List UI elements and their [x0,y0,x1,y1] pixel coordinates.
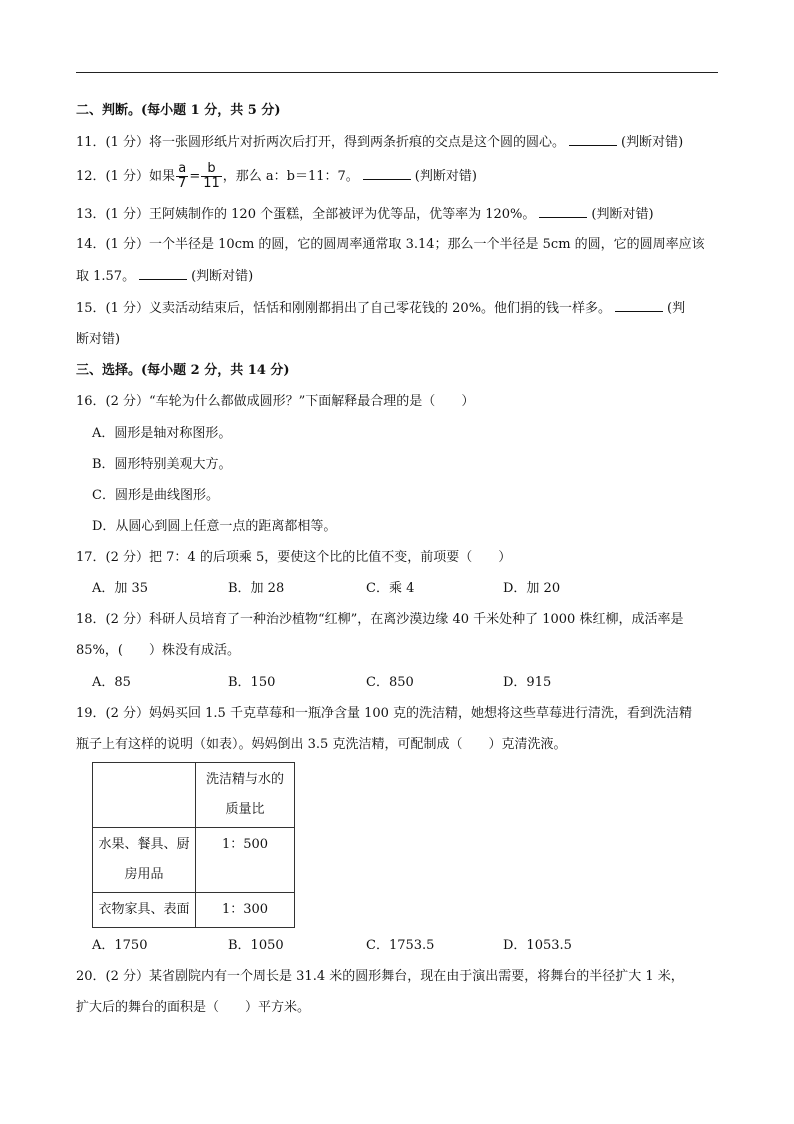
question-19-line2-pre: 瓶子上有这样的说明（如表）。妈妈倒出 3.5 克洗洁精，可配制成（ [76,737,463,752]
table-label-line1: 水果、餐具、厨 [98,837,190,852]
question-13-tail: (判断对错) [591,207,654,222]
detergent-ratio-table [92,762,295,928]
question-11 [76,132,720,153]
option-19-c[interactable]: C．1753.5 [366,938,435,953]
option-18-b[interactable]: B．150 [228,675,276,690]
option-17-d[interactable]: D．加 20 [503,581,561,596]
table-cell-value: 1：500 [196,828,295,893]
option-16-d[interactable]: D．从圆心到圆上任意一点的距离都相等。 [92,519,337,534]
question-19-line2-post: ）克清洗液。 [488,737,567,752]
answer-blank-13[interactable] [539,204,587,218]
question-12 [76,162,720,191]
fraction-a-over-7: $\frac{a}{7}$ [178,161,187,191]
question-20-line2-pre: 扩大后的舞台的面积是（ [76,1000,220,1015]
table-header-line1: 洗洁精与水的 [205,772,284,787]
table-cell-value: 1：300 [196,893,295,928]
question-12-pre: 12．(1 分）如果 [76,169,176,184]
option-17-c[interactable]: C．乘 4 [366,581,415,596]
table-cell-label [93,828,196,893]
question-18-line2-post: ）株没有成活。 [148,643,240,658]
option-17-a[interactable]: A．加 35 [92,581,149,596]
question-20-line2-post: ）平方米。 [245,1000,311,1015]
section-heading-choice: 三、选择。(每小题 2 分，共 14 分) [76,363,290,378]
question-16-close: ） [461,394,475,409]
option-16-a[interactable]: A．圆形是轴对称图形。 [92,426,232,441]
question-16 [76,392,720,412]
question-15-line1-tail: (判 [667,301,686,316]
question-13 [76,204,720,225]
question-20-line2 [76,998,720,1018]
table-header-line2: 质量比 [225,802,265,817]
question-14-line1: 14．(1 分）一个半径是 10cm 的圆，它的圆周率通常取 3.14；那么一个半径是 5cm 的圆，它的圆周率应该 [76,237,705,252]
answer-blank-14[interactable] [139,266,187,280]
question-15-line1-text: 15．(1 分）义卖活动结束后，恬恬和刚刚都捐出了自己零花钱的 20%。他们捐的钱一样多。 [76,301,612,316]
question-17-text: 17．(2 分）把 7：4 的后项乘 5，要使这个比的比值不变，前项要（ [76,550,473,565]
question-19-line1: 19．(2 分）妈妈买回 1.5 千克草莓和一瓶净含量 100 克的洗洁精，她想将这些草莓进行清洗，看到洗洁精 [76,706,693,721]
option-19-b[interactable]: B．1050 [228,938,284,953]
question-17-close: ） [498,550,512,565]
option-18-a[interactable]: A．85 [92,675,131,690]
fraction-b-over-11: $\frac{b}{11}$ [203,161,220,191]
question-15-line2: 断对错) [76,332,121,347]
question-15-line1 [76,298,720,319]
option-18-d[interactable]: D．915 [503,675,552,690]
question-18-line2-pre: 85%，( [76,643,123,658]
question-17 [76,548,720,568]
table-row [93,828,295,893]
option-16-c[interactable]: C．圆形是曲线图形。 [92,488,219,503]
question-16-text: 16．(2 分）“车轮为什么都做成圆形？”下面解释最合理的是（ [76,394,436,409]
question-14-line2 [76,266,720,287]
question-14-line2-text: 取 1.57。 [76,269,136,284]
table-cell-label: 衣物家具、表面 [93,893,196,928]
section-heading-judgement: 二、判断。(每小题 1 分，共 5 分) [76,103,281,118]
option-19-a[interactable]: A．1750 [92,938,148,953]
option-16-b[interactable]: B．圆形特别美观大方。 [92,457,232,472]
question-19-line2 [76,735,720,755]
option-19-d[interactable]: D．1053.5 [503,938,572,953]
answer-blank-15[interactable] [615,298,663,312]
answer-blank-11[interactable] [569,132,617,146]
table-row [93,893,295,928]
question-20-line1: 20．(2 分）某省剧院内有一个周长是 31.4 米的圆形舞台，现在由于演出需要，将舞台的半径扩大 1 米， [76,969,684,984]
option-18-c[interactable]: C．850 [366,675,414,690]
question-12-post: ，那么 a：b＝11：7。 [222,169,359,184]
question-18-line1: 18．(2 分）科研人员培育了一种治沙植物“红柳”，在离沙漠边缘 40 千米处种了 1000 株红柳，成活率是 [76,612,684,627]
question-11-tail: (判断对错) [621,135,684,150]
answer-blank-12[interactable] [363,166,411,180]
table-label-line2: 房用品 [124,867,164,882]
question-11-text: 11．(1 分）将一张圆形纸片对折两次后打开，得到两条折痕的交点是这个圆的圆心。 [76,135,566,150]
question-18-line2 [76,641,720,661]
top-rule [76,72,718,73]
question-14-tail: (判断对错) [191,269,254,284]
question-13-text: 13．(1 分）王阿姨制作的 120 个蛋糕，全部被评为优等品，优等率为 120%。 [76,207,536,222]
question-12-tail: (判断对错) [414,169,477,184]
table-header-empty [93,763,196,828]
option-17-b[interactable]: B．加 28 [228,581,285,596]
equals-sign: = [189,169,201,184]
table-row [93,763,295,828]
table-header-ratio [196,763,295,828]
